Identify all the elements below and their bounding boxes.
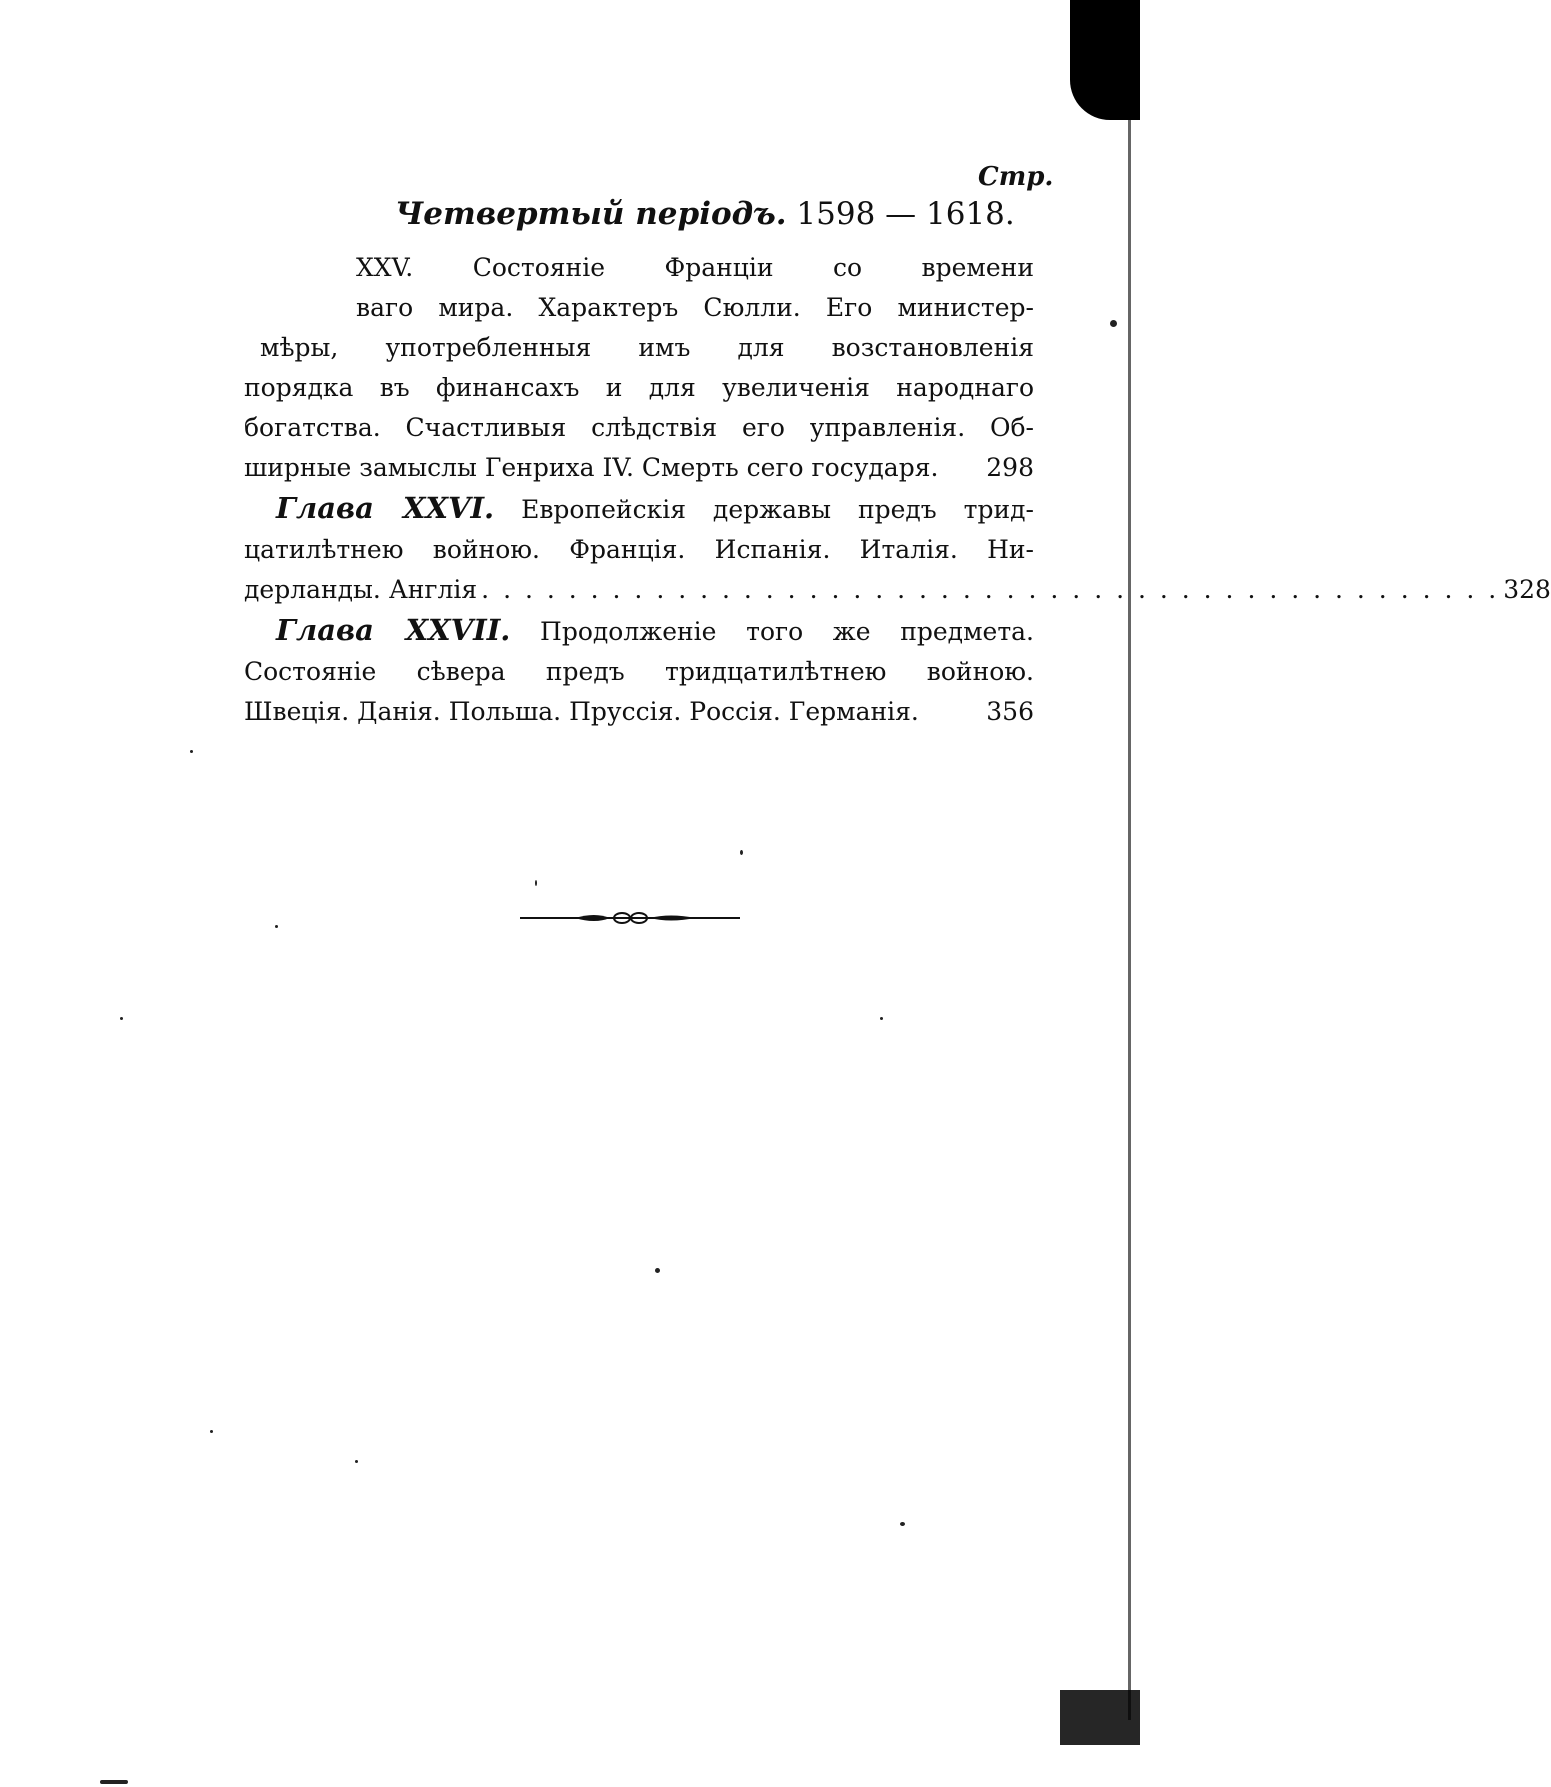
scan-speck	[100, 1780, 128, 1784]
toc-entry-chapter-27	[244, 610, 1034, 732]
toc-entry-chapter-25	[244, 248, 1034, 488]
period-title-label: Четвертый періодъ.	[395, 196, 787, 232]
chapter-label: Глава XXVII.	[276, 613, 511, 647]
toc-line: цатилѣтнею войною. Франція. Испанія. Италія. Ни-	[244, 535, 1034, 564]
toc-line	[244, 610, 1034, 652]
table-of-contents	[244, 248, 1551, 732]
toc-line: порядка въ финансахъ и для увеличенія народнаго	[244, 373, 1034, 402]
page-column-header: Стр.	[978, 162, 1054, 192]
chapter-label: Глава XXVI.	[276, 491, 495, 525]
toc-line: богатства. Счастливыя слѣдствія его управленія. Об-	[244, 413, 1034, 442]
toc-last-line	[244, 570, 1551, 610]
toc-line-text: Европейскія державы предъ трид-	[521, 495, 1034, 524]
period-title	[395, 196, 1015, 232]
toc-line: Состояніе сѣвера предъ тридцатилѣтнею войною.	[244, 657, 1034, 686]
toc-page-number: 298	[986, 453, 1034, 482]
scan-speck	[740, 850, 743, 855]
toc-last-line	[244, 448, 1034, 488]
scan-speck	[535, 880, 537, 886]
scan-speck	[655, 1268, 660, 1273]
toc-line	[244, 488, 1034, 530]
period-title-years: 1598 — 1618.	[796, 196, 1015, 232]
toc-line: мѣры, употребленныя имъ для возстановленія	[260, 333, 1034, 362]
toc-line: ширные замыслы Генриха IV. Смерть сего государя.	[244, 453, 939, 482]
toc-page-number: 328	[1503, 575, 1551, 604]
ornament-divider-icon	[520, 908, 740, 928]
scan-speck	[900, 1522, 905, 1526]
scan-speck	[120, 1017, 123, 1020]
toc-line: Швеція. Данія. Польша. Пруссія. Россія. Германія.	[244, 697, 919, 726]
scan-edge-line	[1128, 120, 1131, 1720]
scan-speck	[880, 1017, 883, 1020]
scan-edge-blot-top	[1070, 0, 1140, 120]
toc-leader-dots: . . . . . . . . . . . . . . . . . . . . . . . . . . . . . . . . . . . . . . . . . . . . . . .	[481, 575, 1500, 604]
toc-last-line	[244, 692, 1034, 732]
toc-line: дерланды. Англія	[244, 575, 478, 604]
toc-line: XXV. Состояніе Франціи со времени	[356, 253, 1034, 282]
scan-speck	[210, 1430, 213, 1433]
scan-speck	[355, 1460, 358, 1463]
scan-speck	[275, 925, 278, 928]
scan-speck	[190, 750, 193, 753]
toc-page-number: 356	[986, 697, 1034, 726]
toc-entry-chapter-26	[244, 488, 1551, 610]
toc-line: ваго мира. Характеръ Сюлли. Его министер-	[356, 293, 1034, 322]
toc-line-text: Продолженіе того же предмета.	[540, 617, 1034, 646]
scan-speck	[1110, 320, 1117, 327]
